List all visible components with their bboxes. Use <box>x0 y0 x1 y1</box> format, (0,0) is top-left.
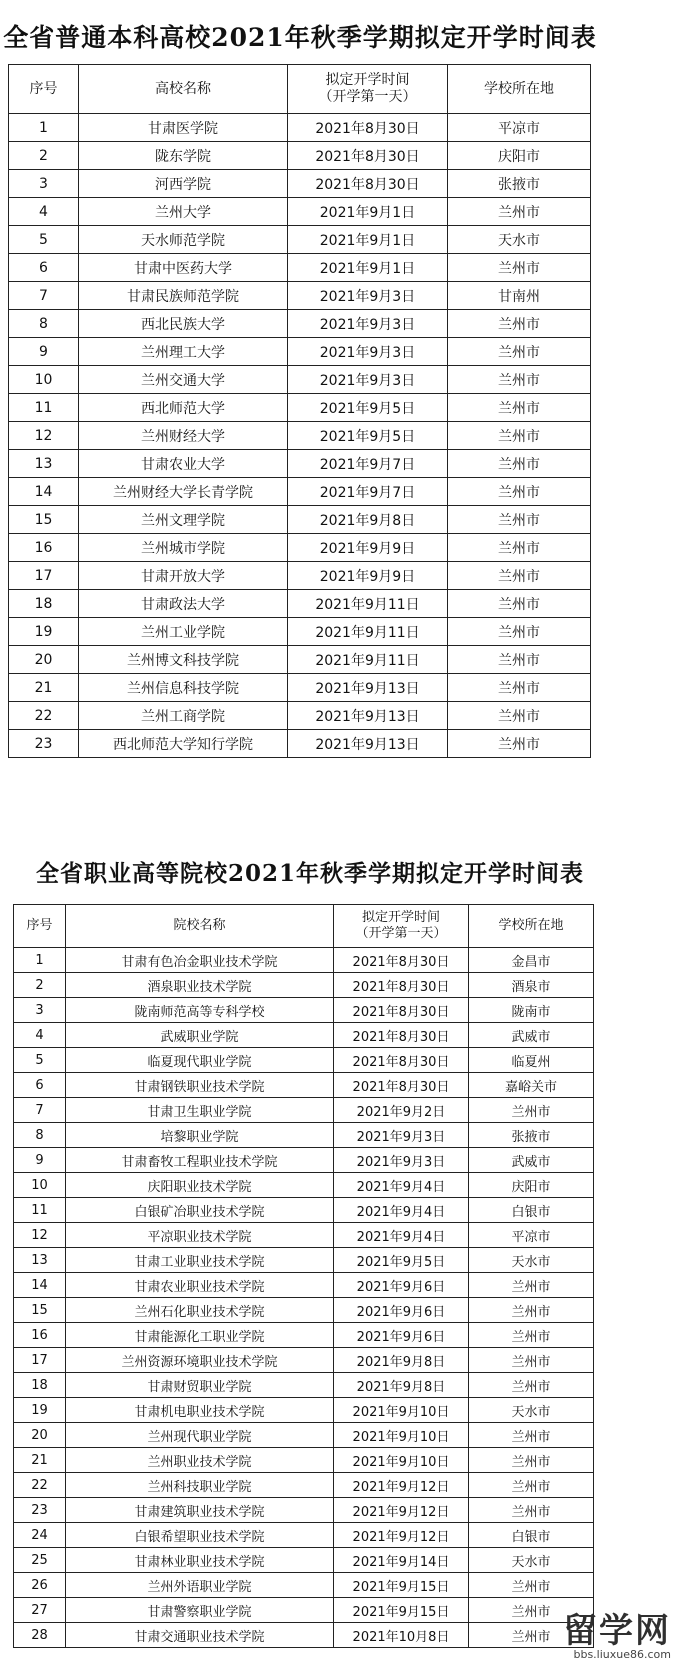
table2 <box>13 904 594 1648</box>
table-row <box>14 1323 594 1348</box>
row-number: 13 <box>14 1248 66 1273</box>
school-location: 兰州市 <box>448 198 591 226</box>
school-location: 天水市 <box>469 1548 594 1573</box>
school-location: 武威市 <box>469 1148 594 1173</box>
school-location: 兰州市 <box>448 450 591 478</box>
start-date: 2021年8月30日 <box>334 998 469 1023</box>
start-date: 2021年9月12日 <box>334 1498 469 1523</box>
school-location: 金昌市 <box>469 948 594 973</box>
school-location: 平凉市 <box>469 1223 594 1248</box>
school-location: 嘉峪关市 <box>469 1073 594 1098</box>
row-number: 22 <box>9 702 79 730</box>
start-date: 2021年8月30日 <box>334 1048 469 1073</box>
table-row <box>9 478 591 506</box>
start-date: 2021年9月5日 <box>288 422 448 450</box>
table-row <box>9 590 591 618</box>
school-name: 甘肃有色冶金职业技术学院 <box>66 948 334 973</box>
start-date: 2021年9月9日 <box>288 534 448 562</box>
start-date: 2021年9月15日 <box>334 1573 469 1598</box>
school-location: 兰州市 <box>448 562 591 590</box>
school-location: 庆阳市 <box>469 1173 594 1198</box>
watermark <box>563 1611 671 1661</box>
row-number: 9 <box>9 338 79 366</box>
table2-header-name: 院校名称 <box>66 905 334 948</box>
start-date: 2021年9月10日 <box>334 1448 469 1473</box>
row-number: 13 <box>9 450 79 478</box>
school-location: 天水市 <box>469 1398 594 1423</box>
start-date: 2021年9月2日 <box>334 1098 469 1123</box>
school-name: 甘肃能源化工职业学院 <box>66 1323 334 1348</box>
school-name: 陇南师范高等专科学校 <box>66 998 334 1023</box>
row-number: 26 <box>14 1573 66 1598</box>
school-name: 培黎职业学院 <box>66 1123 334 1148</box>
school-name: 酒泉职业技术学院 <box>66 973 334 998</box>
school-name: 兰州理工大学 <box>79 338 288 366</box>
table2-header-date-line2: （开学第一天） <box>355 926 447 941</box>
school-location: 天水市 <box>448 226 591 254</box>
school-name: 甘肃警察职业学院 <box>66 1598 334 1623</box>
table2-header-row <box>14 905 594 948</box>
row-number: 6 <box>9 254 79 282</box>
school-name: 兰州财经大学长青学院 <box>79 478 288 506</box>
school-name: 兰州工业学院 <box>79 618 288 646</box>
table-row <box>14 1273 594 1298</box>
school-location: 兰州市 <box>448 506 591 534</box>
start-date: 2021年9月7日 <box>288 450 448 478</box>
table1-header-name: 高校名称 <box>79 65 288 114</box>
table2-title: 全省职业高等院校2021年秋季学期拟定开学时间表 <box>35 860 584 887</box>
school-location: 兰州市 <box>448 310 591 338</box>
start-date: 2021年9月3日 <box>288 338 448 366</box>
table1-header-date <box>288 65 448 114</box>
table-row <box>9 226 591 254</box>
start-date: 2021年9月8日 <box>334 1373 469 1398</box>
row-number: 1 <box>14 948 66 973</box>
school-location: 甘南州 <box>448 282 591 310</box>
row-number: 23 <box>9 730 79 758</box>
school-name: 兰州科技职业学院 <box>66 1473 334 1498</box>
table-row <box>9 730 591 758</box>
row-number: 27 <box>14 1598 66 1623</box>
start-date: 2021年9月11日 <box>288 646 448 674</box>
row-number: 19 <box>9 618 79 646</box>
school-location: 兰州市 <box>448 478 591 506</box>
school-location: 庆阳市 <box>448 142 591 170</box>
start-date: 2021年9月7日 <box>288 478 448 506</box>
school-name: 甘肃中医药大学 <box>79 254 288 282</box>
row-number: 24 <box>14 1523 66 1548</box>
row-number: 2 <box>9 142 79 170</box>
table1-header-date-line2: （开学第一天） <box>318 89 417 105</box>
row-number: 14 <box>9 478 79 506</box>
school-name: 兰州职业技术学院 <box>66 1448 334 1473</box>
school-name: 武威职业学院 <box>66 1023 334 1048</box>
start-date: 2021年9月3日 <box>288 310 448 338</box>
start-date: 2021年9月5日 <box>288 394 448 422</box>
row-number: 20 <box>14 1423 66 1448</box>
table-row <box>14 1623 594 1648</box>
table-row <box>9 562 591 590</box>
school-name: 甘肃林业职业技术学院 <box>66 1548 334 1573</box>
school-location: 平凉市 <box>448 114 591 142</box>
table-row <box>14 1048 594 1073</box>
row-number: 17 <box>9 562 79 590</box>
table-row <box>9 198 591 226</box>
table1-header-date-line1: 拟定开学时间 <box>325 72 410 88</box>
table2-header-location: 学校所在地 <box>469 905 594 948</box>
start-date: 2021年9月13日 <box>288 702 448 730</box>
school-name: 兰州城市学院 <box>79 534 288 562</box>
school-name: 兰州现代职业学院 <box>66 1423 334 1448</box>
start-date: 2021年9月3日 <box>334 1148 469 1173</box>
school-name: 甘肃农业职业技术学院 <box>66 1273 334 1298</box>
row-number: 1 <box>9 114 79 142</box>
row-number: 3 <box>14 998 66 1023</box>
start-date: 2021年9月5日 <box>334 1248 469 1273</box>
table-row <box>9 338 591 366</box>
row-number: 17 <box>14 1348 66 1373</box>
school-name: 甘肃交通职业技术学院 <box>66 1623 334 1648</box>
table-row <box>14 1523 594 1548</box>
table-row <box>14 948 594 973</box>
table2-body <box>14 948 594 1648</box>
row-number: 11 <box>9 394 79 422</box>
school-name: 兰州财经大学 <box>79 422 288 450</box>
row-number: 8 <box>9 310 79 338</box>
school-name: 甘肃机电职业技术学院 <box>66 1398 334 1423</box>
school-name: 甘肃医学院 <box>79 114 288 142</box>
school-name: 兰州文理学院 <box>79 506 288 534</box>
table-row <box>14 1098 594 1123</box>
table-row <box>14 1148 594 1173</box>
start-date: 2021年9月3日 <box>288 282 448 310</box>
school-location: 兰州市 <box>448 730 591 758</box>
school-location: 兰州市 <box>469 1448 594 1473</box>
start-date: 2021年9月9日 <box>288 562 448 590</box>
school-location: 兰州市 <box>448 254 591 282</box>
table-row <box>9 282 591 310</box>
school-name: 甘肃民族师范学院 <box>79 282 288 310</box>
table-row <box>14 1573 594 1598</box>
row-number: 16 <box>9 534 79 562</box>
table-row <box>14 1198 594 1223</box>
start-date: 2021年9月6日 <box>334 1273 469 1298</box>
row-number: 21 <box>9 674 79 702</box>
row-number: 18 <box>14 1373 66 1398</box>
table-row <box>9 534 591 562</box>
start-date: 2021年8月30日 <box>288 170 448 198</box>
school-name: 庆阳职业技术学院 <box>66 1173 334 1198</box>
row-number: 14 <box>14 1273 66 1298</box>
row-number: 19 <box>14 1398 66 1423</box>
start-date: 2021年9月1日 <box>288 226 448 254</box>
table-row <box>14 1248 594 1273</box>
row-number: 4 <box>14 1023 66 1048</box>
school-name: 甘肃建筑职业技术学院 <box>66 1498 334 1523</box>
table-row <box>14 1073 594 1098</box>
table-row <box>14 998 594 1023</box>
start-date: 2021年8月30日 <box>334 973 469 998</box>
school-location: 张掖市 <box>469 1123 594 1148</box>
school-location: 兰州市 <box>448 618 591 646</box>
table1 <box>8 64 591 758</box>
school-location: 兰州市 <box>448 422 591 450</box>
row-number: 15 <box>14 1298 66 1323</box>
school-location: 陇南市 <box>469 998 594 1023</box>
start-date: 2021年8月30日 <box>334 948 469 973</box>
row-number: 18 <box>9 590 79 618</box>
school-location: 兰州市 <box>469 1373 594 1398</box>
start-date: 2021年9月11日 <box>288 590 448 618</box>
table1-header-no: 序号 <box>9 65 79 114</box>
row-number: 25 <box>14 1548 66 1573</box>
school-location: 临夏州 <box>469 1048 594 1073</box>
start-date: 2021年9月1日 <box>288 198 448 226</box>
school-location: 兰州市 <box>469 1273 594 1298</box>
school-location: 兰州市 <box>469 1598 594 1623</box>
start-date: 2021年9月4日 <box>334 1198 469 1223</box>
school-name: 兰州资源环境职业技术学院 <box>66 1348 334 1373</box>
school-location: 兰州市 <box>469 1498 594 1523</box>
row-number: 6 <box>14 1073 66 1098</box>
watermark-url: bbs.liuxue86.com <box>573 1648 671 1661</box>
school-name: 兰州外语职业学院 <box>66 1573 334 1598</box>
table-row <box>9 702 591 730</box>
table-row <box>9 310 591 338</box>
row-number: 8 <box>14 1123 66 1148</box>
table-row <box>9 674 591 702</box>
start-date: 2021年9月10日 <box>334 1423 469 1448</box>
table-row <box>14 1348 594 1373</box>
school-name: 甘肃工业职业技术学院 <box>66 1248 334 1273</box>
row-number: 10 <box>14 1173 66 1198</box>
start-date: 2021年9月1日 <box>288 254 448 282</box>
school-name: 甘肃农业大学 <box>79 450 288 478</box>
school-location: 兰州市 <box>448 534 591 562</box>
school-name: 白银希望职业技术学院 <box>66 1523 334 1548</box>
school-name: 兰州大学 <box>79 198 288 226</box>
row-number: 21 <box>14 1448 66 1473</box>
school-name: 兰州博文科技学院 <box>79 646 288 674</box>
school-location: 兰州市 <box>469 1098 594 1123</box>
table-row <box>9 618 591 646</box>
school-name: 河西学院 <box>79 170 288 198</box>
start-date: 2021年8月30日 <box>334 1023 469 1048</box>
table2-header-date <box>334 905 469 948</box>
school-name: 天水师范学院 <box>79 226 288 254</box>
school-name: 临夏现代职业学院 <box>66 1048 334 1073</box>
table-row <box>14 1023 594 1048</box>
table2-header-no: 序号 <box>14 905 66 948</box>
school-name: 兰州工商学院 <box>79 702 288 730</box>
table-row <box>14 1498 594 1523</box>
table-row <box>14 1423 594 1448</box>
row-number: 12 <box>9 422 79 450</box>
table-row <box>14 1598 594 1623</box>
school-location: 兰州市 <box>469 1323 594 1348</box>
table-row <box>14 1223 594 1248</box>
table-row <box>9 506 591 534</box>
school-name: 甘肃畜牧工程职业技术学院 <box>66 1148 334 1173</box>
school-name: 兰州信息科技学院 <box>79 674 288 702</box>
row-number: 2 <box>14 973 66 998</box>
school-location: 天水市 <box>469 1248 594 1273</box>
row-number: 23 <box>14 1498 66 1523</box>
school-name: 白银矿冶职业技术学院 <box>66 1198 334 1223</box>
table-row <box>9 366 591 394</box>
school-location: 兰州市 <box>448 366 591 394</box>
school-location: 兰州市 <box>469 1573 594 1598</box>
row-number: 20 <box>9 646 79 674</box>
school-name: 甘肃财贸职业学院 <box>66 1373 334 1398</box>
row-number: 4 <box>9 198 79 226</box>
school-name: 兰州石化职业技术学院 <box>66 1298 334 1323</box>
table-row <box>14 1298 594 1323</box>
table-row <box>9 450 591 478</box>
school-location: 兰州市 <box>448 646 591 674</box>
start-date: 2021年9月6日 <box>334 1323 469 1348</box>
start-date: 2021年10月8日 <box>334 1623 469 1648</box>
row-number: 22 <box>14 1473 66 1498</box>
start-date: 2021年8月30日 <box>288 142 448 170</box>
school-location: 兰州市 <box>469 1623 594 1648</box>
row-number: 12 <box>14 1223 66 1248</box>
table-row <box>14 1548 594 1573</box>
start-date: 2021年9月8日 <box>288 506 448 534</box>
school-location: 兰州市 <box>448 702 591 730</box>
row-number: 5 <box>9 226 79 254</box>
school-name: 西北民族大学 <box>79 310 288 338</box>
table-row <box>14 1373 594 1398</box>
school-location: 酒泉市 <box>469 973 594 998</box>
start-date: 2021年9月11日 <box>288 618 448 646</box>
table-row <box>9 254 591 282</box>
table-row <box>14 1173 594 1198</box>
table-row <box>14 1473 594 1498</box>
school-name: 西北师范大学 <box>79 394 288 422</box>
school-name: 西北师范大学知行学院 <box>79 730 288 758</box>
school-location: 兰州市 <box>448 674 591 702</box>
start-date: 2021年9月13日 <box>288 730 448 758</box>
row-number: 7 <box>14 1098 66 1123</box>
table-row <box>14 1123 594 1148</box>
table1-title: 全省普通本科高校2021年秋季学期拟定开学时间表 <box>3 23 597 52</box>
row-number: 10 <box>9 366 79 394</box>
school-location: 兰州市 <box>469 1423 594 1448</box>
start-date: 2021年9月4日 <box>334 1223 469 1248</box>
start-date: 2021年9月12日 <box>334 1523 469 1548</box>
row-number: 15 <box>9 506 79 534</box>
school-location: 兰州市 <box>448 394 591 422</box>
row-number: 28 <box>14 1623 66 1648</box>
school-name: 兰州交通大学 <box>79 366 288 394</box>
start-date: 2021年9月10日 <box>334 1398 469 1423</box>
school-name: 甘肃政法大学 <box>79 590 288 618</box>
school-location: 兰州市 <box>469 1348 594 1373</box>
start-date: 2021年9月8日 <box>334 1348 469 1373</box>
school-location: 白银市 <box>469 1523 594 1548</box>
start-date: 2021年9月13日 <box>288 674 448 702</box>
school-location: 武威市 <box>469 1023 594 1048</box>
start-date: 2021年9月6日 <box>334 1298 469 1323</box>
table-row <box>9 170 591 198</box>
school-name: 平凉职业技术学院 <box>66 1223 334 1248</box>
start-date: 2021年9月3日 <box>334 1123 469 1148</box>
table1-body <box>9 114 591 758</box>
school-location: 张掖市 <box>448 170 591 198</box>
school-name: 甘肃开放大学 <box>79 562 288 590</box>
school-location: 兰州市 <box>448 590 591 618</box>
start-date: 2021年9月15日 <box>334 1598 469 1623</box>
table1-header-row <box>9 65 591 114</box>
start-date: 2021年9月3日 <box>288 366 448 394</box>
table-row <box>9 646 591 674</box>
start-date: 2021年9月12日 <box>334 1473 469 1498</box>
row-number: 7 <box>9 282 79 310</box>
school-location: 兰州市 <box>469 1473 594 1498</box>
school-location: 兰州市 <box>448 338 591 366</box>
row-number: 16 <box>14 1323 66 1348</box>
start-date: 2021年9月14日 <box>334 1548 469 1573</box>
row-number: 11 <box>14 1198 66 1223</box>
row-number: 5 <box>14 1048 66 1073</box>
row-number: 9 <box>14 1148 66 1173</box>
table-row <box>14 973 594 998</box>
school-location: 白银市 <box>469 1198 594 1223</box>
school-location: 兰州市 <box>469 1298 594 1323</box>
table-row <box>9 114 591 142</box>
start-date: 2021年9月4日 <box>334 1173 469 1198</box>
table-row <box>9 422 591 450</box>
watermark-logo: 留学网 <box>563 1611 671 1651</box>
table1-header-location: 学校所在地 <box>448 65 591 114</box>
school-name: 甘肃钢铁职业技术学院 <box>66 1073 334 1098</box>
start-date: 2021年8月30日 <box>288 114 448 142</box>
school-name: 甘肃卫生职业学院 <box>66 1098 334 1123</box>
table-row <box>9 142 591 170</box>
row-number: 3 <box>9 170 79 198</box>
table-row <box>14 1448 594 1473</box>
table-row <box>14 1398 594 1423</box>
table-row <box>9 394 591 422</box>
start-date: 2021年8月30日 <box>334 1073 469 1098</box>
school-name: 陇东学院 <box>79 142 288 170</box>
table2-header-date-line1: 拟定开学时间 <box>361 910 440 925</box>
